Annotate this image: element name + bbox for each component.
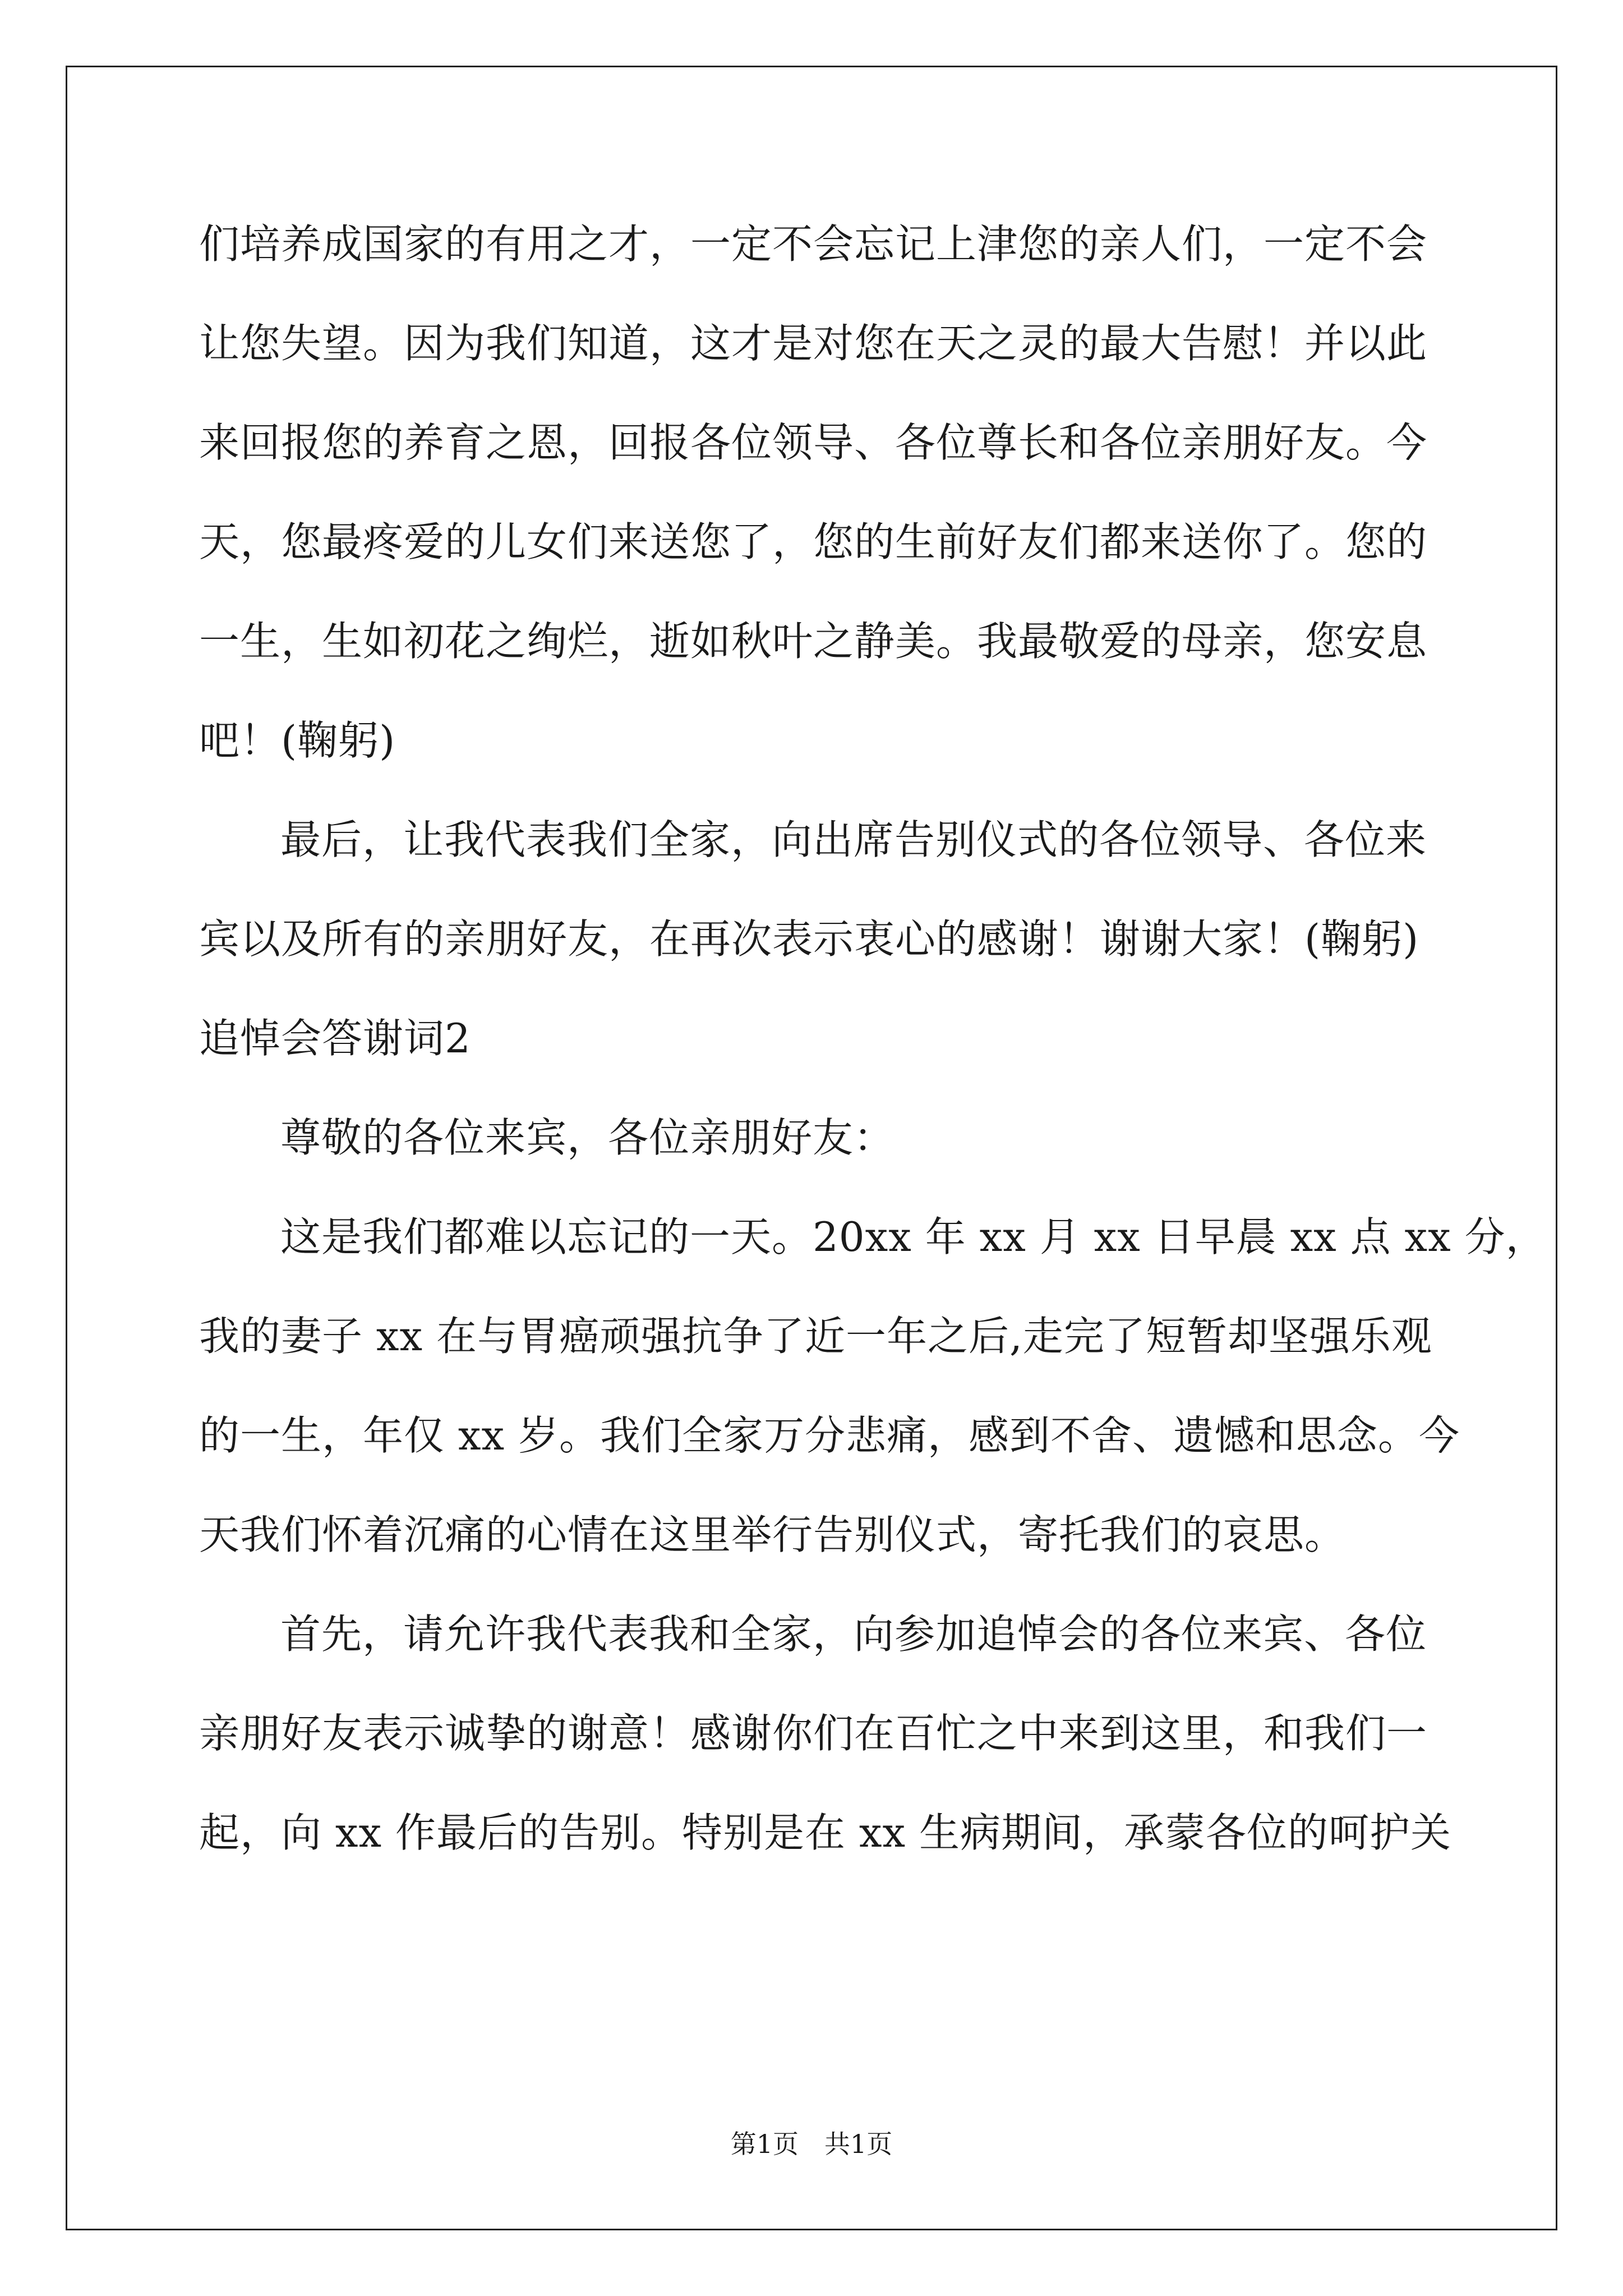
text-line: 亲朋好友表示诚挚的谢意！感谢你们在百忙之中来到这里，和我们一 (199, 1710, 1428, 1757)
page-number-footer: 第1页 共1页 (730, 2129, 893, 2159)
text-line: 们培养成国家的有用之才，一定不会忘记上津您的亲人们，一定不会 (199, 220, 1428, 268)
paragraph-start-line: 这是我们都难以忘记的一天。20xx 年 xx 月 xx 日早晨 xx 点 xx 分， (280, 1213, 1547, 1260)
salutation: 尊敬的各位来宾，各位亲朋好友： (280, 1114, 895, 1161)
text-line: 我的妻子 xx 在与胃癌顽强抗争了近一年之后,走完了短暂却坚强乐观 (199, 1313, 1432, 1360)
paragraph-start-line: 首先，请允许我代表我和全家，向参加追悼会的各位来宾、各位 (280, 1611, 1427, 1658)
section-heading: 追悼会答谢词2 (199, 1015, 471, 1062)
text-line: 天，您最疼爱的儿女们来送您了，您的生前好友们都来送你了。您的 (199, 518, 1428, 565)
text-line: 宾以及所有的亲朋好友，在再次表示衷心的感谢！谢谢大家！(鞠躬) (199, 915, 1419, 963)
text-line: 吧！(鞠躬) (199, 717, 396, 764)
text-line: 起，向 xx 作最后的告别。特别是在 xx 生病期间，承蒙各位的呵护关 (199, 1809, 1451, 1856)
text-line: 的一生，年仅 xx 岁。我们全家万分悲痛，感到不舍、遗憾和思念。今 (199, 1412, 1460, 1459)
text-line: 来回报您的养育之恩，回报各位领导、各位尊长和各位亲朋好友。今 (199, 419, 1428, 466)
text-line: 天我们怀着沉痛的心情在这里举行告别仪式，寄托我们的哀思。 (199, 1511, 1346, 1558)
paragraph-start-line: 最后，让我代表我们全家，向出席告别仪式的各位领导、各位来 (280, 816, 1427, 863)
text-line: 一生，生如初花之绚烂，逝如秋叶之静美。我最敬爱的母亲，您安息 (199, 618, 1428, 665)
text-line: 让您失望。因为我们知道，这才是对您在天之灵的最大告慰！并以此 (199, 320, 1428, 367)
